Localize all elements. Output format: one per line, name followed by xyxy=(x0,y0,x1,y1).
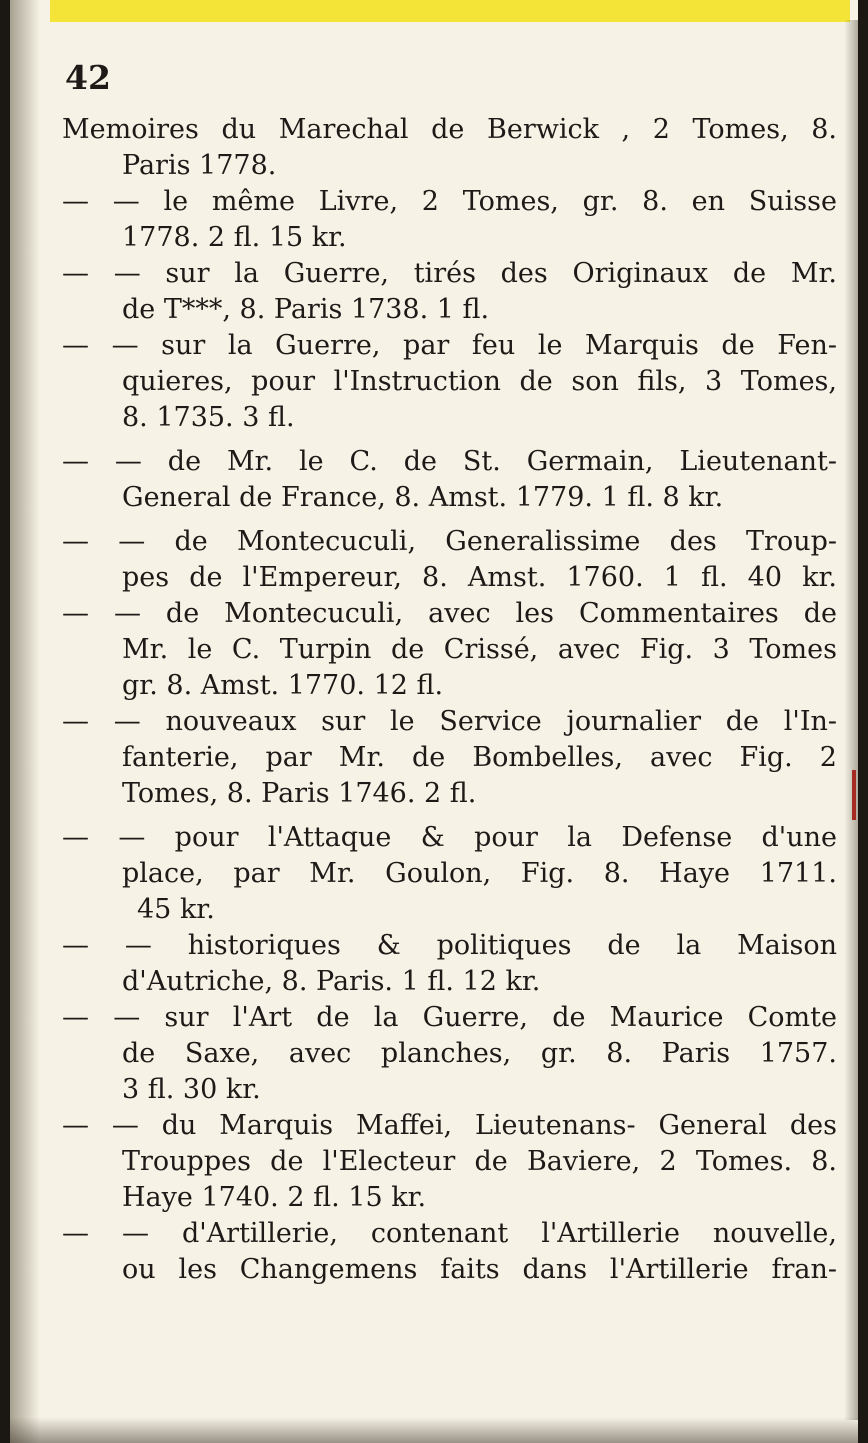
text-line: Haye 1740. 2 fl. 15 kr. xyxy=(122,1182,427,1213)
edge-shadow xyxy=(844,20,858,1420)
text-line: — — sur la Guerre, tirés des Originaux de Mr. xyxy=(62,258,837,289)
text-line: Trouppes de l'Electeur de Baviere, 2 Tomes. 8. xyxy=(122,1146,837,1177)
text-line: — — de Montecuculi, avec les Commentaires de xyxy=(62,598,837,629)
text-line: quieres, pour l'Instruction de son fils, 3 Tomes, xyxy=(122,366,837,397)
gutter-shadow xyxy=(10,0,40,1443)
text-line: 45 kr. xyxy=(137,894,215,925)
book-page xyxy=(10,0,858,1443)
text-line: — — pour l'Attaque & pour la Defense d'une xyxy=(62,822,837,853)
text-line: — — historiques & politiques de la Maison xyxy=(62,930,837,961)
text-line: Mr. le C. Turpin de Crissé, avec Fig. 3 Tomes xyxy=(122,634,837,665)
text-line: — — nouveaux sur le Service journalier de l'In- xyxy=(62,706,837,737)
text-line: fanterie, par Mr. de Bombelles, avec Fig. 2 xyxy=(122,742,837,773)
catalogue-entries xyxy=(62,112,837,1288)
page-top-edge xyxy=(50,0,850,22)
spine-mark xyxy=(852,770,856,820)
text-line: — — sur la Guerre, par feu le Marquis de Fen- xyxy=(62,330,837,361)
text-line: 1778. 2 fl. 15 kr. xyxy=(122,222,347,253)
text-line: — — de Mr. le C. de St. Germain, Lieutenant- xyxy=(62,446,837,477)
text-line: — — le même Livre, 2 Tomes, gr. 8. en Suisse xyxy=(62,186,837,217)
text-line: Memoires du Marechal de Berwick , 2 Tomes, 8. xyxy=(62,114,837,145)
text-line: ou les Changemens faits dans l'Artillerie fran- xyxy=(122,1254,837,1285)
text-line: pes de l'Empereur, 8. Amst. 1760. 1 fl. 40 kr. xyxy=(122,562,837,593)
text-line: gr. 8. Amst. 1770. 12 fl. xyxy=(122,670,444,701)
page-number: 42 xyxy=(65,58,111,97)
text-line: place, par Mr. Goulon, Fig. 8. Haye 1711. xyxy=(122,858,837,889)
text-line: General de France, 8. Amst. 1779. 1 fl. 8 kr. xyxy=(122,482,724,513)
text-line: — — du Marquis Maffei, Lieutenans- General des xyxy=(62,1110,837,1141)
bottom-shadow xyxy=(10,1417,858,1443)
text-line: de T***, 8. Paris 1738. 1 fl. xyxy=(122,294,490,325)
text-line: — — sur l'Art de la Guerre, de Maurice Comte xyxy=(62,1002,837,1033)
text-line: 8. 1735. 3 fl. xyxy=(122,402,295,433)
text-line: — — de Montecuculi, Generalissime des Troup- xyxy=(62,526,837,557)
text-line: Tomes, 8. Paris 1746. 2 fl. xyxy=(122,778,477,809)
text-line: Paris 1778. xyxy=(122,150,277,181)
text-line: d'Autriche, 8. Paris. 1 fl. 12 kr. xyxy=(122,966,541,997)
text-line: 3 fl. 30 kr. xyxy=(122,1074,261,1105)
text-line: de Saxe, avec planches, gr. 8. Paris 1757. xyxy=(122,1038,837,1069)
text-line: — — d'Artillerie, contenant l'Artillerie nouvelle, xyxy=(62,1218,837,1249)
